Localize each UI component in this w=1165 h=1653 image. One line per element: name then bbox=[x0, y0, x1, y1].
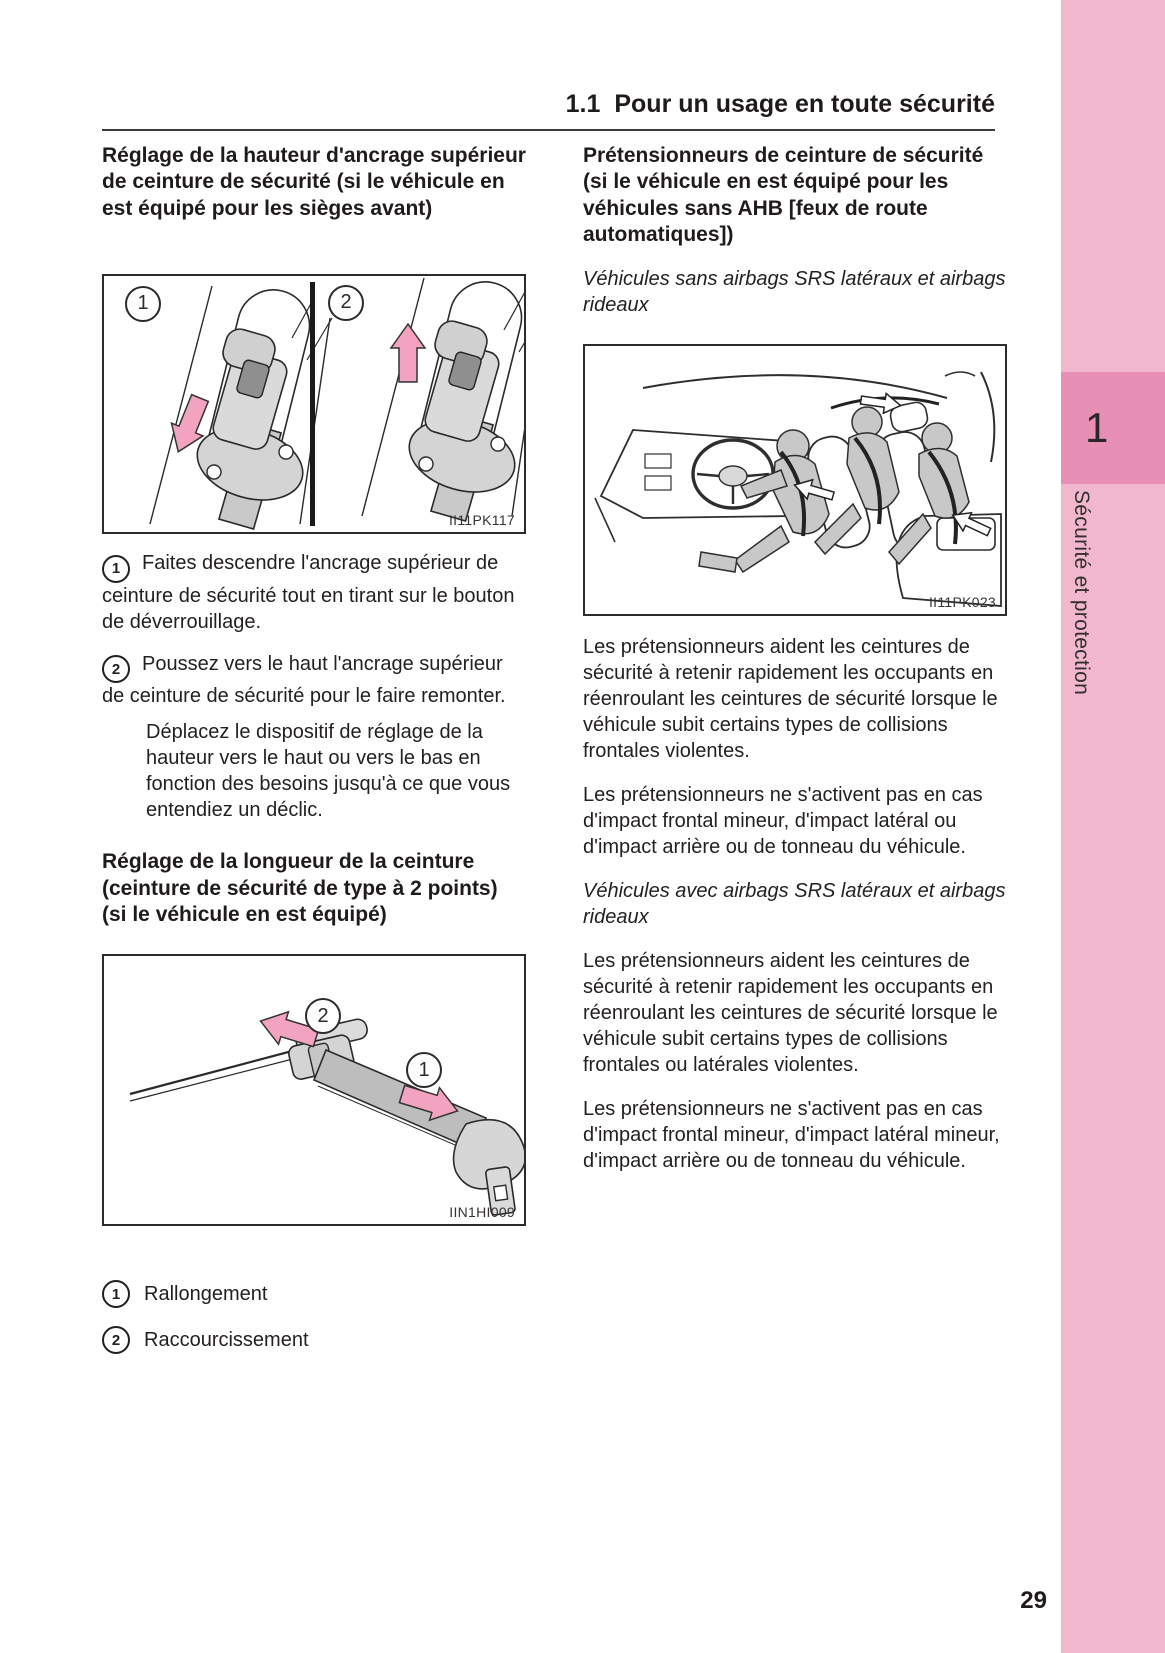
figure-code: IIN1HI009 bbox=[449, 1204, 515, 1220]
heading-pretensioners: Prétensionneurs de ceinture de sécurité (si le véhicule en est équipé pour les véhicules sans AHB [feux de route automatiques]) bbox=[583, 144, 984, 246]
step-number-badge: 2 bbox=[102, 655, 130, 683]
figure-code: II11PK023 bbox=[928, 594, 996, 610]
page-header bbox=[102, 90, 995, 119]
para-pretensioner-no-activation-1: Les prétensionneurs ne s'activent pas en cas d'impact frontal mineur, d'impact latéral ou d'impact arrière ou de tonneau du véhicule. bbox=[583, 784, 983, 858]
left-column bbox=[102, 143, 526, 1354]
step-text: Poussez vers le haut l'ancrage supérieur de ceinture de sécurité pour le faire remonter. bbox=[102, 652, 506, 708]
legend-lengthen bbox=[102, 1280, 526, 1308]
section-title: Pour un usage en toute sécurité bbox=[614, 90, 995, 118]
heading-belt-height-adjustment: Réglage de la hauteur d'ancrage supérieur de ceinture de sécurité (si le véhicule en est équipé pour les sièges avant) bbox=[102, 144, 526, 220]
step-text: Faites descendre l'ancrage supérieur de ceinture de sécurité tout en tirant sur le bouton de déverrouillage. bbox=[102, 551, 515, 633]
figure-callout-2: 2 bbox=[328, 285, 364, 321]
figure-belt-length-adjuster bbox=[102, 954, 526, 1226]
para-pretensioner-function-frontal-lateral: Les prétensionneurs aident les ceintures de sécurité à retenir rapidement les occupants en réenroulant les ceintures de sécurité lorsque le véhicule subit certains types de collisions frontales ou latérales violentes. bbox=[583, 950, 998, 1076]
right-column bbox=[583, 143, 1007, 1174]
figure-pretensioners bbox=[583, 344, 1007, 616]
step-raise-anchor bbox=[102, 651, 526, 710]
heading-belt-length-adjustment: Réglage de la longueur de la ceinture (ceinture de sécurité de type à 2 points) (si le véhicule en est équipé) bbox=[102, 850, 498, 926]
legend-text: Raccourcissement bbox=[144, 1328, 309, 1351]
figure-callout-2: 2 bbox=[305, 998, 341, 1034]
legend-shorten bbox=[102, 1326, 526, 1354]
section-number: 1.1 bbox=[565, 90, 601, 118]
variant-label-with-side-airbags: Véhicules avec airbags SRS latéraux et airbags rideaux bbox=[583, 880, 1006, 928]
figure-callout-1: 1 bbox=[125, 286, 161, 322]
header-rule bbox=[102, 129, 995, 131]
belt-height-adjuster-illustration bbox=[104, 276, 524, 532]
para-pretensioner-function-frontal: Les prétensionneurs aident les ceintures de sécurité à retenir rapidement les occupants en réenroulant les ceintures de sécurité lorsque le véhicule subit certains types de collisions frontales violentes. bbox=[583, 636, 998, 762]
figure-belt-height-adjuster bbox=[102, 274, 526, 534]
legend-text: Rallongement bbox=[144, 1282, 268, 1305]
car-interior-illustration bbox=[585, 346, 1005, 614]
step-lower-anchor bbox=[102, 550, 526, 635]
chapter-number-box bbox=[1061, 372, 1165, 484]
step-number-badge: 1 bbox=[102, 555, 130, 583]
chapter-number: 1 bbox=[1085, 404, 1109, 451]
figure-callout-1: 1 bbox=[406, 1052, 442, 1088]
legend-number-badge: 2 bbox=[102, 1326, 130, 1354]
chapter-sidebar bbox=[1061, 0, 1165, 1653]
para-pretensioner-no-activation-2: Les prétensionneurs ne s'activent pas en cas d'impact frontal mineur, d'impact latéral mineur, d'impact arrière ou de tonneau du véhicule. bbox=[583, 1098, 1000, 1172]
belt-length-adjuster-illustration bbox=[104, 956, 524, 1224]
page-number: 29 bbox=[1020, 1587, 1047, 1614]
variant-label-without-side-airbags: Véhicules sans airbags SRS latéraux et airbags rideaux bbox=[583, 268, 1006, 316]
legend-number-badge: 1 bbox=[102, 1280, 130, 1308]
chapter-tab-label: Sécurité et protection bbox=[1070, 490, 1093, 696]
arrow-up bbox=[391, 324, 425, 382]
figure-code: II11PK117 bbox=[448, 511, 515, 528]
note-click-adjust: Déplacez le dispositif de réglage de la hauteur vers le haut ou vers le bas en fonction des besoins jusqu'à ce que vous entendiez un déclic. bbox=[146, 721, 511, 822]
